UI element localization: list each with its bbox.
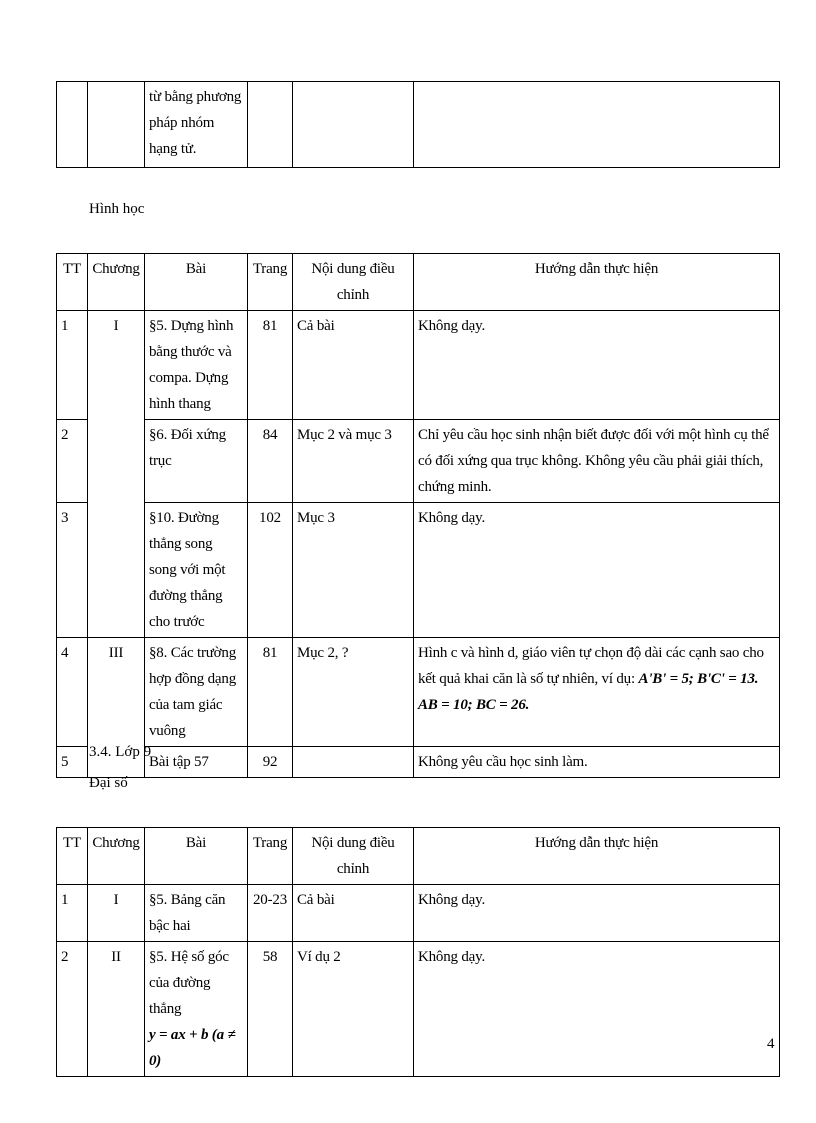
- tt-cell: [57, 82, 88, 168]
- chuong-cell: I: [88, 311, 145, 638]
- bai-cell: Bài tập 57: [145, 747, 248, 778]
- header-huong-dan: Hướng dẫn thực hiện: [414, 828, 780, 885]
- header-bai: Bài: [145, 828, 248, 885]
- huong-dan-cell: Chỉ yêu cầu học sinh nhận biết được đối với một hình cụ thể có đối xứng qua trục không. Không yêu cầu phải giải thích, chứng minh.: [414, 420, 780, 503]
- trang-cell: 20-23: [248, 885, 293, 942]
- tt-cell: 2: [57, 420, 88, 503]
- huong-dan-text: Hình c và hình d, giáo viên tự chọn độ dài các cạnh sao cho kết quả khai căn là số tự nhiên, ví dụ:: [418, 645, 764, 687]
- trang-cell: 58: [248, 942, 293, 1077]
- bai-cell: §6. Đối xứng trục: [145, 420, 248, 503]
- formula-text: A'B' = 5; B'C' = 13.: [638, 671, 759, 687]
- table-row: [57, 311, 780, 420]
- huong-dan-cell: [414, 82, 780, 168]
- chuong-cell: I: [88, 885, 145, 942]
- trang-cell: [248, 82, 293, 168]
- formula-text: y = ax + b (a ≠ 0): [149, 1027, 236, 1069]
- tt-cell: 1: [57, 311, 88, 420]
- noi-dung-cell: Cả bài: [293, 311, 414, 420]
- huong-dan-cell: Không dạy.: [414, 885, 780, 942]
- bai-cell: §5. Bảng căn bậc hai: [145, 885, 248, 942]
- noi-dung-cell: [293, 747, 414, 778]
- table-row: [57, 747, 780, 778]
- bai-cell: [145, 942, 248, 1077]
- chuong-cell: [88, 82, 145, 168]
- table-row: [57, 942, 780, 1077]
- formula-text: AB = 10; BC = 26.: [418, 697, 530, 713]
- bai-cell: từ bằng phương pháp nhóm hạng tử.: [145, 82, 248, 168]
- continuation-table: [56, 81, 780, 168]
- header-chuong: Chương: [88, 828, 145, 885]
- noi-dung-cell: [293, 82, 414, 168]
- bai-text: §5. Hệ số góc của đường thẳng: [149, 949, 229, 1017]
- hinh-hoc-table: [56, 253, 780, 778]
- noi-dung-cell: Cả bài: [293, 885, 414, 942]
- huong-dan-cell: Không yêu cầu học sinh làm.: [414, 747, 780, 778]
- table-row: [57, 420, 780, 503]
- noi-dung-cell: Mục 2 và mục 3: [293, 420, 414, 503]
- section-heading-hinh-hoc: Hình học: [89, 201, 145, 217]
- header-tt: TT: [57, 254, 88, 311]
- table-row: [57, 638, 780, 747]
- table-row: [57, 82, 780, 168]
- noi-dung-cell: Mục 2, ?: [293, 638, 414, 747]
- trang-cell: 102: [248, 503, 293, 638]
- tt-cell: 3: [57, 503, 88, 638]
- chuong-cell: III: [88, 638, 145, 778]
- trang-cell: 92: [248, 747, 293, 778]
- table-header-row: [57, 828, 780, 885]
- huong-dan-cell: Không dạy.: [414, 942, 780, 1077]
- header-bai: Bài: [145, 254, 248, 311]
- section-heading-lop-9: 3.4. Lớp 9: [89, 744, 152, 760]
- table-row: [57, 885, 780, 942]
- tt-cell: 2: [57, 942, 88, 1077]
- trang-cell: 81: [248, 638, 293, 747]
- table-row: [57, 503, 780, 638]
- tt-cell: 5: [57, 747, 88, 778]
- dai-so-table: [56, 827, 780, 1077]
- huong-dan-cell: Không dạy.: [414, 503, 780, 638]
- trang-cell: 84: [248, 420, 293, 503]
- tt-cell: 1: [57, 885, 88, 942]
- noi-dung-cell: Ví dụ 2: [293, 942, 414, 1077]
- header-noi-dung: Nội dung điều chỉnh: [293, 254, 414, 311]
- tt-cell: 4: [57, 638, 88, 747]
- header-chuong: Chương: [88, 254, 145, 311]
- header-tt: TT: [57, 828, 88, 885]
- header-huong-dan: Hướng dẫn thực hiện: [414, 254, 780, 311]
- header-noi-dung: Nội dung điều chỉnh: [293, 828, 414, 885]
- header-trang: Trang: [248, 254, 293, 311]
- bai-cell: §8. Các trường hợp đồng dạng của tam giác vuông: [145, 638, 248, 747]
- bai-cell: §5. Dựng hình bằng thước và compa. Dựng hình thang: [145, 311, 248, 420]
- huong-dan-cell: Không dạy.: [414, 311, 780, 420]
- noi-dung-cell: Mục 3: [293, 503, 414, 638]
- chuong-cell: II: [88, 942, 145, 1077]
- bai-cell: §10. Đường thẳng song song với một đường thẳng cho trước: [145, 503, 248, 638]
- trang-cell: 81: [248, 311, 293, 420]
- page-number: 4: [767, 1036, 775, 1052]
- table-header-row: [57, 254, 780, 311]
- section-heading-dai-so: Đại số: [89, 775, 128, 791]
- huong-dan-cell: [414, 638, 780, 747]
- header-trang: Trang: [248, 828, 293, 885]
